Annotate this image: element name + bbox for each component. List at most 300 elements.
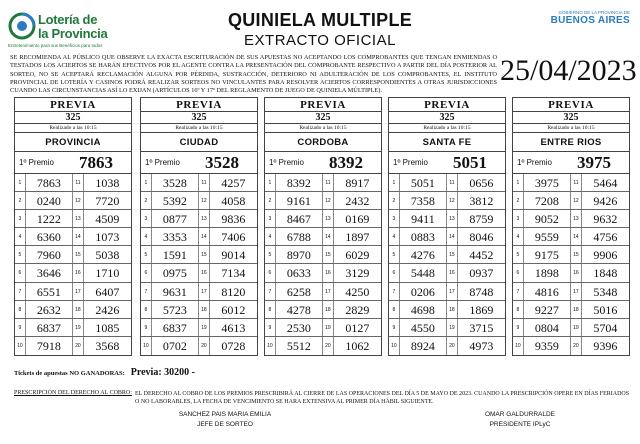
position-number: 13 bbox=[571, 210, 582, 227]
result-row bbox=[389, 264, 505, 282]
result-row bbox=[265, 283, 381, 301]
panel-jurisdiction: CIUDAD bbox=[141, 132, 257, 152]
result-number: 0804 bbox=[524, 319, 571, 336]
position-number: 1 bbox=[389, 174, 400, 191]
panel-previa: PREVIA bbox=[389, 98, 505, 112]
result-number: 5051 bbox=[400, 174, 447, 191]
disclaimer-text: SE RECOMIENDA AL PÚBLICO QUE OBSERVE LA EXACTA ESCRITURACIÓN DE SUS APUESTAS NO ACEPTANDO LOS COMPROBANTES QUE TENGAN ENMIENDAS O TESTADOS LOS ACIERTOS SE HARÁN EFECTIVOS POR EL AGENTE CONTRA LA PRESENTACIÓN DEL COMPROBANTE RESPECTIVO A PARTIR DEL DÍA POSTERIOR AL SORTEO, NO SE ACEPTARÁ RECLAMACIÓN ALGUNA POR PÉRDIDA, SUSTRACCIÓN, DETERIORO NI ADULTERACIÓN DE LOS COMPROBANTES, EL INSTITUTO PROVINCIAL DE LOTERÍA Y CASINOS PODRÁ REALIZAR SORTEOS NO VINCULANTES PARA RESOLVER ACIERTOS CORRESPONDIENTES A OTRAS JURISDICCIONES CUANDO LAS CIRCUNSTANCIAS ASÍ LO EXIJAN (ARTÍCULOS 16º Y 17º DEL REGLAMENTO DE JUEGO DE QUINIELA MÚLTIPLE). bbox=[10, 54, 497, 95]
result-row bbox=[513, 264, 629, 282]
result-number: 5704 bbox=[593, 320, 618, 335]
result-number: 1897 bbox=[345, 230, 370, 245]
position-number: 20 bbox=[447, 337, 458, 355]
result-number: 7208 bbox=[524, 192, 571, 209]
result-number: 2426 bbox=[95, 302, 120, 317]
result-row bbox=[141, 228, 257, 246]
position-number: 18 bbox=[571, 301, 582, 318]
result-row bbox=[265, 246, 381, 264]
panel-jurisdiction: ENTRE RIOS bbox=[513, 132, 629, 152]
position-number: 9 bbox=[141, 319, 152, 336]
position-number: 12 bbox=[447, 192, 458, 209]
result-row bbox=[389, 192, 505, 210]
position-number: 12 bbox=[323, 192, 334, 209]
position-number: 5 bbox=[15, 246, 26, 263]
position-number: 3 bbox=[265, 210, 276, 227]
position-number: 13 bbox=[73, 210, 84, 227]
result-number: 0240 bbox=[26, 192, 73, 209]
result-row bbox=[15, 246, 131, 264]
result-row bbox=[141, 283, 257, 301]
position-number: 9 bbox=[15, 319, 26, 336]
position-number: 6 bbox=[141, 264, 152, 281]
result-number: 0127 bbox=[345, 320, 370, 335]
position-number: 5 bbox=[513, 246, 524, 263]
result-row bbox=[141, 174, 257, 192]
result-row bbox=[389, 319, 505, 337]
result-number: 0937 bbox=[469, 266, 494, 281]
position-number: 13 bbox=[323, 210, 334, 227]
position-number: 7 bbox=[265, 283, 276, 300]
result-number: 1898 bbox=[524, 264, 571, 281]
result-number: 4509 bbox=[95, 212, 120, 227]
position-number: 15 bbox=[571, 246, 582, 263]
tickets-label: Tickets de apuestas NO GANADORAS: bbox=[14, 370, 125, 377]
result-number: 4698 bbox=[400, 301, 447, 318]
result-row bbox=[389, 337, 505, 355]
position-number: 11 bbox=[199, 174, 210, 191]
result-row bbox=[389, 174, 505, 192]
result-number: 6837 bbox=[152, 319, 199, 336]
panel-jurisdiction: CORDOBA bbox=[265, 132, 381, 152]
result-row bbox=[141, 264, 257, 282]
position-number: 7 bbox=[15, 283, 26, 300]
position-number: 12 bbox=[73, 192, 84, 209]
result-number: 9227 bbox=[524, 301, 571, 318]
first-prize-label: 1º Premio bbox=[145, 158, 180, 167]
result-number: 0728 bbox=[221, 338, 246, 353]
result-number: 6029 bbox=[345, 248, 370, 263]
position-number: 14 bbox=[447, 228, 458, 245]
result-number: 6551 bbox=[26, 283, 73, 300]
position-number: 3 bbox=[141, 210, 152, 227]
position-number: 10 bbox=[265, 337, 276, 355]
result-number: 8759 bbox=[469, 212, 494, 227]
panel-draw-number: 325 bbox=[265, 112, 381, 124]
position-number: 16 bbox=[571, 264, 582, 281]
ba-name: BUENOS AIRES bbox=[550, 15, 630, 26]
result-number: 9396 bbox=[593, 338, 618, 353]
result-number: 8120 bbox=[221, 284, 246, 299]
position-number: 14 bbox=[323, 228, 334, 245]
position-number: 3 bbox=[15, 210, 26, 227]
position-number: 17 bbox=[199, 283, 210, 300]
position-number: 3 bbox=[389, 210, 400, 227]
position-number: 8 bbox=[141, 301, 152, 318]
position-number: 12 bbox=[199, 192, 210, 209]
result-number: 7358 bbox=[400, 192, 447, 209]
result-number: 9906 bbox=[593, 248, 618, 263]
result-number: 0975 bbox=[152, 264, 199, 281]
result-number: 6360 bbox=[26, 228, 73, 245]
first-prize bbox=[389, 152, 505, 174]
position-number: 19 bbox=[199, 319, 210, 336]
result-number: 3646 bbox=[26, 264, 73, 281]
result-row bbox=[265, 301, 381, 319]
result-row bbox=[513, 283, 629, 301]
result-number: 3528 bbox=[152, 174, 199, 191]
result-row bbox=[389, 301, 505, 319]
first-prize-value: 8392 bbox=[329, 153, 363, 172]
result-number: 2432 bbox=[345, 194, 370, 209]
signature-role: JEFE DE SORTEO bbox=[197, 421, 253, 428]
position-number: 12 bbox=[571, 192, 582, 209]
position-number: 9 bbox=[265, 319, 276, 336]
result-number: 6258 bbox=[276, 283, 323, 300]
result-number: 3568 bbox=[95, 338, 120, 353]
result-number: 1222 bbox=[26, 210, 73, 227]
position-number: 9 bbox=[389, 319, 400, 336]
result-number: 1710 bbox=[95, 266, 120, 281]
result-number: 1591 bbox=[152, 246, 199, 263]
result-number: 5392 bbox=[152, 192, 199, 209]
signature-role: PRESIDENTE IPLyC bbox=[489, 421, 551, 428]
position-number: 16 bbox=[323, 264, 334, 281]
position-number: 8 bbox=[265, 301, 276, 318]
result-number: 4257 bbox=[221, 176, 246, 190]
tickets-value: Previa: 30200 - bbox=[130, 367, 195, 378]
result-number: 7720 bbox=[95, 194, 120, 209]
position-number: 10 bbox=[141, 337, 152, 355]
result-number: 9161 bbox=[276, 192, 323, 209]
position-number: 2 bbox=[513, 192, 524, 209]
result-row bbox=[513, 319, 629, 337]
result-number: 3975 bbox=[524, 174, 571, 191]
position-number: 18 bbox=[199, 301, 210, 318]
position-number: 2 bbox=[15, 192, 26, 209]
result-number: 1085 bbox=[95, 320, 120, 335]
result-number: 1038 bbox=[95, 176, 120, 190]
position-number: 18 bbox=[323, 301, 334, 318]
position-number: 5 bbox=[265, 246, 276, 263]
result-number: 8392 bbox=[276, 174, 323, 191]
result-row bbox=[15, 174, 131, 192]
result-number: 4613 bbox=[221, 320, 246, 335]
result-number: 4276 bbox=[400, 246, 447, 263]
result-number: 9632 bbox=[593, 212, 618, 227]
result-row bbox=[141, 210, 257, 228]
result-row bbox=[513, 192, 629, 210]
result-number: 2829 bbox=[345, 302, 370, 317]
result-number: 6407 bbox=[95, 284, 120, 299]
position-number: 4 bbox=[141, 228, 152, 245]
position-number: 1 bbox=[141, 174, 152, 191]
signature-name: OMAR GALDURRALDE bbox=[484, 411, 556, 418]
position-number: 4 bbox=[389, 228, 400, 245]
result-number: 7960 bbox=[26, 246, 73, 263]
result-row bbox=[389, 283, 505, 301]
position-number: 10 bbox=[15, 337, 26, 355]
results-panel bbox=[14, 97, 132, 356]
result-number: 7918 bbox=[26, 337, 73, 355]
first-prize-label: 1º Premio bbox=[269, 158, 304, 167]
page-title: QUINIELA MULTIPLE bbox=[227, 10, 413, 30]
panel-draw-number: 325 bbox=[389, 112, 505, 124]
first-prize-value: 7863 bbox=[79, 153, 113, 172]
position-number: 18 bbox=[73, 301, 84, 318]
position-number: 3 bbox=[513, 210, 524, 227]
result-number: 1848 bbox=[593, 266, 618, 281]
result-row bbox=[389, 210, 505, 228]
panel-previa: PREVIA bbox=[265, 98, 381, 112]
position-number: 5 bbox=[389, 246, 400, 263]
signature-presidente bbox=[445, 410, 595, 430]
result-number: 6012 bbox=[221, 302, 246, 317]
result-row bbox=[15, 301, 131, 319]
panel-realized-time: Realizado a las 10:15 bbox=[547, 125, 595, 131]
position-number: 13 bbox=[447, 210, 458, 227]
buenos-aires-logo bbox=[534, 10, 630, 26]
position-number: 20 bbox=[571, 337, 582, 355]
position-number: 11 bbox=[323, 174, 334, 191]
position-number: 14 bbox=[571, 228, 582, 245]
position-number: 20 bbox=[323, 337, 334, 355]
result-row bbox=[15, 210, 131, 228]
result-row bbox=[141, 319, 257, 337]
position-number: 8 bbox=[389, 301, 400, 318]
position-number: 7 bbox=[513, 283, 524, 300]
panel-previa: PREVIA bbox=[141, 98, 257, 112]
panel-realized-time: Realizado a las 10:15 bbox=[49, 125, 97, 131]
result-number: 0877 bbox=[152, 210, 199, 227]
result-number: 8467 bbox=[276, 210, 323, 227]
result-row bbox=[141, 192, 257, 210]
position-number: 1 bbox=[513, 174, 524, 191]
panel-draw-number: 325 bbox=[141, 112, 257, 124]
tickets-line bbox=[14, 362, 195, 380]
result-row bbox=[265, 210, 381, 228]
panel-draw-number: 325 bbox=[15, 112, 131, 124]
result-number: 9426 bbox=[593, 194, 618, 209]
results-panel bbox=[388, 97, 506, 356]
position-number: 2 bbox=[265, 192, 276, 209]
result-number: 2530 bbox=[276, 319, 323, 336]
position-number: 13 bbox=[199, 210, 210, 227]
first-prize-label: 1º Premio bbox=[393, 158, 428, 167]
result-number: 5464 bbox=[593, 176, 618, 190]
position-number: 17 bbox=[73, 283, 84, 300]
position-number: 2 bbox=[141, 192, 152, 209]
result-number: 3353 bbox=[152, 228, 199, 245]
result-row bbox=[513, 228, 629, 246]
first-prize bbox=[513, 152, 629, 174]
result-number: 5038 bbox=[95, 248, 120, 263]
position-number: 19 bbox=[323, 319, 334, 336]
results-panel bbox=[512, 97, 630, 356]
result-number: 9559 bbox=[524, 228, 571, 245]
position-number: 11 bbox=[73, 174, 84, 191]
position-number: 4 bbox=[15, 228, 26, 245]
result-number: 9052 bbox=[524, 210, 571, 227]
result-number: 0883 bbox=[400, 228, 447, 245]
position-number: 16 bbox=[447, 264, 458, 281]
position-number: 6 bbox=[513, 264, 524, 281]
position-number: 16 bbox=[199, 264, 210, 281]
prescription-text: EL DERECHO AL COBRO DE LOS PREMIOS PRESCRIBIRÁ AL CIERRE DE LAS OPERACIONES DEL DÍA 5 DE MAYO DE 2023. CUANDO LA PRESCRIPCIÓN OPERE EN DÍAS FERIADOS O NO LABORABLES, LA FECHA DE VENCIMIENTO SE HARA EXTENSIVA AL PRIMER DÍA HÁBIL SIGUIENTE. bbox=[135, 391, 630, 405]
first-prize-label: 1º Premio bbox=[517, 158, 552, 167]
first-prize-label: 1º Premio bbox=[19, 158, 54, 167]
panel-jurisdiction: SANTA FE bbox=[389, 132, 505, 152]
position-number: 14 bbox=[73, 228, 84, 245]
result-row bbox=[15, 264, 131, 282]
result-number: 6837 bbox=[26, 319, 73, 336]
position-number: 4 bbox=[265, 228, 276, 245]
position-number: 6 bbox=[265, 264, 276, 281]
result-number: 9014 bbox=[221, 248, 246, 263]
result-number: 0206 bbox=[400, 283, 447, 300]
prescription-label: PRESCRIPCIÓN DEL DERECHO AL COBRO: bbox=[14, 390, 132, 396]
draw-date: 25/04/2023 bbox=[500, 54, 637, 87]
result-row bbox=[265, 228, 381, 246]
result-number: 8748 bbox=[469, 284, 494, 299]
result-number: 4756 bbox=[593, 230, 618, 245]
position-number: 8 bbox=[15, 301, 26, 318]
panel-realized-time: Realizado a las 10:15 bbox=[175, 125, 223, 131]
result-row bbox=[513, 337, 629, 355]
first-prize-value: 3528 bbox=[205, 153, 239, 172]
result-row bbox=[265, 337, 381, 355]
logo-line1: Lotería de bbox=[38, 12, 98, 27]
result-row bbox=[15, 228, 131, 246]
position-number: 14 bbox=[199, 228, 210, 245]
result-row bbox=[265, 264, 381, 282]
ba-small-text: GOBIERNO DE LA PROVINCIA DE bbox=[558, 10, 630, 15]
result-row bbox=[513, 174, 629, 192]
position-number: 6 bbox=[15, 264, 26, 281]
position-number: 9 bbox=[513, 319, 524, 336]
position-number: 17 bbox=[323, 283, 334, 300]
result-number: 5512 bbox=[276, 337, 323, 355]
result-number: 0656 bbox=[469, 176, 494, 190]
result-row bbox=[513, 210, 629, 228]
result-number: 4250 bbox=[345, 284, 370, 299]
panel-realized-time: Realizado a las 10:15 bbox=[423, 125, 471, 131]
results-panel bbox=[140, 97, 258, 356]
result-number: 3715 bbox=[469, 320, 494, 335]
results-panel bbox=[264, 97, 382, 356]
panel-realized-time: Realizado a las 10:15 bbox=[299, 125, 347, 131]
result-number: 3812 bbox=[469, 194, 494, 209]
result-number: 9411 bbox=[400, 210, 447, 227]
position-number: 16 bbox=[73, 264, 84, 281]
result-row bbox=[141, 301, 257, 319]
position-number: 4 bbox=[513, 228, 524, 245]
panel-previa: PREVIA bbox=[513, 98, 629, 112]
first-prize bbox=[15, 152, 131, 174]
position-number: 20 bbox=[199, 337, 210, 355]
result-number: 9836 bbox=[221, 212, 246, 227]
position-number: 10 bbox=[389, 337, 400, 355]
result-row bbox=[265, 174, 381, 192]
position-number: 11 bbox=[571, 174, 582, 191]
first-prize bbox=[141, 152, 257, 174]
position-number: 15 bbox=[199, 246, 210, 263]
result-row bbox=[15, 283, 131, 301]
position-number: 19 bbox=[447, 319, 458, 336]
position-number: 5 bbox=[141, 246, 152, 263]
result-row bbox=[15, 319, 131, 337]
result-number: 4058 bbox=[221, 194, 246, 209]
result-row bbox=[141, 337, 257, 355]
position-number: 17 bbox=[571, 283, 582, 300]
result-number: 9359 bbox=[524, 337, 571, 355]
result-number: 4816 bbox=[524, 283, 571, 300]
result-number: 4278 bbox=[276, 301, 323, 318]
signature-name: SANCHEZ PAIS MARIA EMILIA bbox=[178, 411, 272, 418]
result-number: 1869 bbox=[469, 302, 494, 317]
result-number: 5448 bbox=[400, 264, 447, 281]
result-number: 4550 bbox=[400, 319, 447, 336]
result-row bbox=[389, 246, 505, 264]
logo-line2: la Provincia bbox=[38, 26, 108, 41]
signature-sorteo bbox=[150, 410, 300, 430]
first-prize-value: 5051 bbox=[453, 153, 487, 172]
result-number: 5723 bbox=[152, 301, 199, 318]
logo-tagline: Entretenimiento para sus Beneficios para todos bbox=[8, 43, 103, 48]
result-number: 8917 bbox=[345, 176, 370, 190]
result-number: 9631 bbox=[152, 283, 199, 300]
panel-draw-number: 325 bbox=[513, 112, 629, 124]
position-number: 19 bbox=[571, 319, 582, 336]
position-number: 2 bbox=[389, 192, 400, 209]
result-number: 8970 bbox=[276, 246, 323, 263]
position-number: 8 bbox=[513, 301, 524, 318]
result-number: 3129 bbox=[345, 266, 370, 281]
position-number: 15 bbox=[323, 246, 334, 263]
result-row bbox=[15, 192, 131, 210]
page-subtitle: EXTRACTO OFICIAL bbox=[244, 32, 396, 49]
result-number: 4452 bbox=[469, 248, 494, 263]
result-number: 0633 bbox=[276, 264, 323, 281]
position-number: 1 bbox=[265, 174, 276, 191]
position-number: 20 bbox=[73, 337, 84, 355]
result-row bbox=[15, 337, 131, 355]
result-number: 1073 bbox=[95, 230, 120, 245]
position-number: 1 bbox=[15, 174, 26, 191]
position-number: 7 bbox=[389, 283, 400, 300]
position-number: 15 bbox=[447, 246, 458, 263]
result-number: 8924 bbox=[400, 337, 447, 355]
result-number: 5016 bbox=[593, 302, 618, 317]
result-row bbox=[265, 192, 381, 210]
result-number: 9175 bbox=[524, 246, 571, 263]
position-number: 17 bbox=[447, 283, 458, 300]
position-number: 10 bbox=[513, 337, 524, 355]
position-number: 6 bbox=[389, 264, 400, 281]
position-number: 19 bbox=[73, 319, 84, 336]
position-number: 15 bbox=[73, 246, 84, 263]
result-row bbox=[265, 319, 381, 337]
result-number: 2632 bbox=[26, 301, 73, 318]
panel-jurisdiction: PROVINCIA bbox=[15, 132, 131, 152]
panel-previa: PREVIA bbox=[15, 98, 131, 112]
result-row bbox=[513, 301, 629, 319]
position-number: 7 bbox=[141, 283, 152, 300]
first-prize-value: 3975 bbox=[577, 153, 611, 172]
result-number: 0702 bbox=[152, 337, 199, 355]
result-row bbox=[141, 246, 257, 264]
result-number: 8046 bbox=[469, 230, 494, 245]
result-number: 1062 bbox=[345, 338, 370, 353]
result-number: 7863 bbox=[26, 174, 73, 191]
